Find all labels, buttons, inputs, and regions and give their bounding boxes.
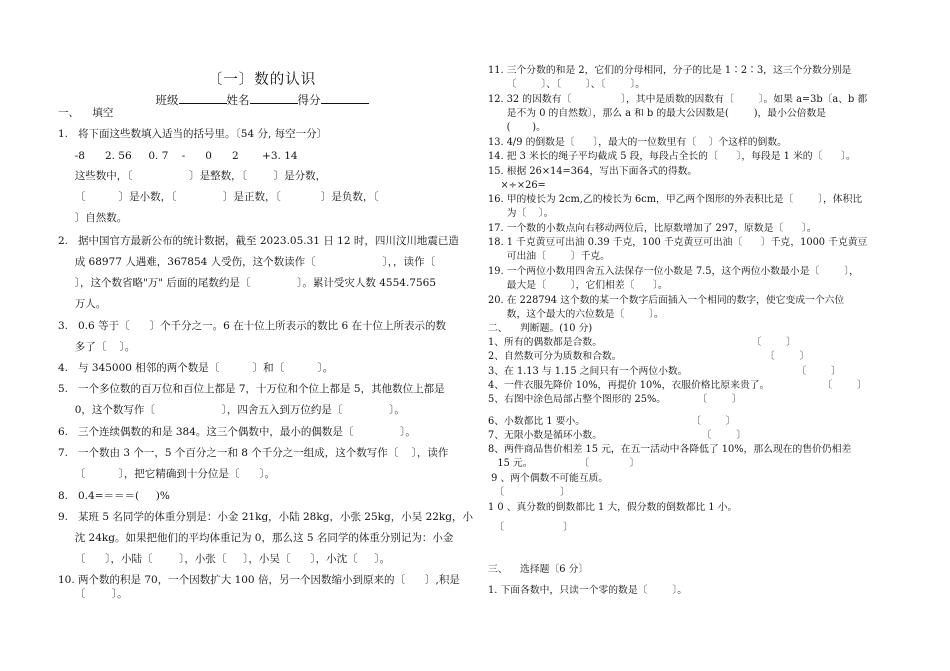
- right-question-line: 9 、两个偶数不可能互质。: [488, 473, 609, 484]
- right-question-line: 数，这个最大的六位数是〔 〕。: [488, 309, 664, 320]
- right-question-line: ×÷×26=: [488, 180, 546, 191]
- right-question-line: 1、所有的偶数都是合数。 〔 〕: [488, 337, 796, 348]
- right-question-line: 5、右图中涂色局部占整个图形的 25%。 〔 〕: [488, 394, 742, 405]
- right-question-line: 15. 根据 26×14=364，写出下面各式的得数。: [488, 166, 698, 177]
- student-info-line: [58, 92, 466, 108]
- right-question-line: ( )。: [488, 122, 546, 133]
- left-question-line: 10. 两个数的积是 70，一个因数扩大 100 倍，另一个因数缩小到原来的〔 〕,积是: [58, 574, 460, 586]
- name-label: 姓名: [226, 93, 250, 107]
- right-question-line: 12. 32 的因数有〔 〕，其中是质数的因数有〔 〕。如果 a=3b〔a、b 都: [488, 94, 868, 105]
- left-question-line: 〕，这个数省略"万" 后面的尾数约是〔 〕。累计受灾人数 4554.7565: [58, 277, 437, 289]
- right-question-line: 3、在 1.13 与 1.15 之间只有一个两位小数。 〔 〕: [488, 366, 841, 377]
- right-question-line: 7、无限小数是循环小数。 〔 〕: [488, 430, 747, 441]
- right-question-line: 4、一件衣服先降价 10%，再提价 10%，衣服价格比原来贵了。 〔 〕: [488, 380, 867, 391]
- right-question-line: 14. 把 3 米长的绳子平均截成 5 段，每段占全长的〔 〕，每段是 1 米的〔 〕。: [488, 151, 856, 162]
- right-question-line: 1. 下面各数中，只读一个零的数是〔 〕。: [488, 585, 688, 596]
- name-blank[interactable]: [250, 92, 298, 104]
- left-question-line: 〔 〕，小陆〔 〕，小张〔 〕，小吴〔 〕，小沈〔 〕。: [58, 553, 391, 565]
- left-question-line: 3. 0.6 等于〔 〕个千分之一。6 在十位上所表示的数比 6 在十位上所表示的数: [58, 320, 446, 332]
- left-question-line: 1. 将下面这些数填入适当的括号里。〔54 分, 每空一分〕: [58, 128, 328, 140]
- right-question-line: 2、自然数可分为质数和合数。 〔 〕: [488, 351, 810, 362]
- right-question-line: 〔 〕: [488, 522, 573, 533]
- right-question-line: 1 0 、真分数的倒数都比 1 大，假分数的倒数都比 1 小。: [488, 502, 738, 513]
- right-question-line: 13. 4/9 的倒数是〔 〕，最大的一位数里有〔 〕个这样的倒数。: [488, 137, 787, 148]
- left-question-line: 这些数中，〔 〕是整数，〔 〕是分数，: [58, 170, 327, 182]
- left-question-line: 9. 某班 5 名同学的体重分别是：小金 21kg，小陆 28kg，小张 25kg，小吴 22kg，小: [58, 511, 474, 523]
- right-question-line: 8、两件商品售价相差 15 元，在五一活动中各降低了 10%，那么现在的售价仍相差: [488, 444, 852, 455]
- left-question-line: 0，这个数写作〔 〕，四舍五入到万位约是〔 〕。: [58, 404, 405, 416]
- left-question-line: 〔 〕是小数，〔 〕是正数，〔 〕是负数，〔: [58, 191, 379, 203]
- left-question-line: 沈 24kg。如果把他们的平均体重记为 0，那么这 5 名同学的体重分别记为：小金: [58, 532, 454, 544]
- right-question-line: 17. 一个数的小数点向右移动两位后，比原数增加了 297，原数是〔 〕。: [488, 223, 817, 234]
- left-question-line: 一、 填空: [58, 107, 114, 119]
- right-question-line: 最大是〔 〕，它们相差〔 〕。: [488, 280, 668, 291]
- left-question-line: 多了〔 〕。: [58, 341, 136, 353]
- left-question-line: 成 68977 人遇难，367854 人受伤，这个数读作〔 〕，，读作〔: [58, 256, 435, 268]
- left-question-line: 〕自然数。: [58, 212, 128, 224]
- right-question-line: 11. 三个分数的和是 2，它们的分母相同，分子的比是 1∶2∶3，这三个分数分别是: [488, 65, 852, 76]
- left-question-line: 8. 0.4=＝＝＝( )%: [58, 490, 170, 502]
- right-question-line: 可出油〔 〕千克。: [488, 251, 610, 262]
- right-question-line: 〔 〕: [488, 487, 570, 498]
- page-title: 〔一〕数的认识: [207, 72, 317, 88]
- left-question-line: 6. 三个连续偶数的和是 384。这三个偶数中，最小的偶数是〔 〕。: [58, 426, 416, 438]
- right-question-line: 6、小数都比 1 要小。 〔 〕: [488, 416, 736, 427]
- right-question-line: 15 元。 〔 〕: [488, 458, 640, 469]
- right-question-line: 为〔 〕。: [488, 208, 554, 219]
- left-question-line: 7. 一个数由 3 个一，5 个百分之一和 8 个千分之一组成，这个数写作〔 〕，读作: [58, 447, 449, 459]
- score-label: 得分: [297, 93, 321, 107]
- right-question-line: 19. 一个两位小数用四舍五入法保存一位小数是 7.5，这个两位小数最小是〔 〕，: [488, 266, 859, 277]
- right-question-line: 〔 〕、〔 〕、〔 〕。: [488, 79, 646, 90]
- score-blank[interactable]: [321, 92, 369, 104]
- class-label: 班级: [155, 93, 179, 107]
- left-question-line: 5. 一个多位数的百万位和百位上都是 7，十万位和个位上都是 5，其他数位上都是: [58, 383, 445, 395]
- right-question-line: 18. 1 千克黄豆可出油 0.39 千克，100 千克黄豆可出油〔 〕千克，1000 千克黄豆: [488, 237, 868, 248]
- left-question-line: 万人。: [58, 298, 107, 310]
- left-question-line: 4. 与 345000 相邻的两个数是〔 〕和〔 〕。: [58, 362, 334, 374]
- left-question-line: 〔 〕。: [58, 588, 128, 600]
- class-blank[interactable]: [179, 92, 227, 104]
- right-question-line: 是不为 0 的自然数〕，那么 a 和 b 的最大公因数是( )，最小公倍数是: [488, 108, 827, 119]
- right-question-line: 三、 选择题〔6 分〕: [488, 564, 589, 575]
- right-question-line: 20. 在 228794 这个数的某一个数字后面插入一个相同的数字，使它变成一个六位: [488, 295, 845, 306]
- left-question-line: -8 2. 56 0. 7 - 0 2 +3. 14: [58, 150, 298, 162]
- left-question-line: 〔 〕，把它精确到十分位是〔 〕。: [58, 468, 276, 480]
- right-question-line: 二、 判断题。(10 分): [488, 323, 593, 334]
- left-question-line: 2. 据中国官方最新公布的统计数据，截至 2023.05.31 日 12 时，四川汶川地震已造: [58, 235, 459, 247]
- right-question-line: 16. 甲的棱长为 2cm,乙的棱长为 6cm，甲乙两个图形的外表积比是〔 〕，体积比: [488, 194, 863, 205]
